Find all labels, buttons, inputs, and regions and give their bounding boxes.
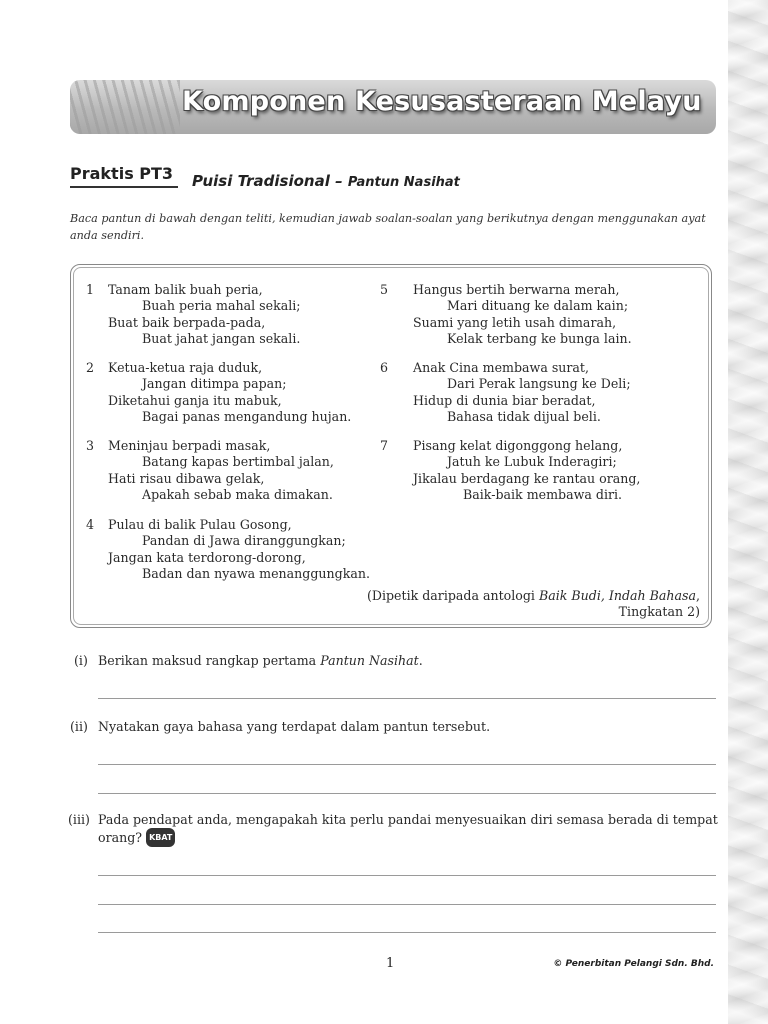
stanza-line: Apakah sebab maka dimakan. <box>142 487 333 503</box>
stanza-line: Jatuh ke Lubuk Inderagiri; <box>447 454 617 470</box>
source-suffix: , <box>695 588 700 603</box>
stanza-number: 2 <box>86 360 95 375</box>
copyright-notice: © Penerbitan Pelangi Sdn. Bhd. <box>553 959 714 969</box>
stanza-line: Suami yang letih usah dimarah, <box>413 314 617 330</box>
stanza-line: Anak Cina membawa surat, <box>413 360 589 375</box>
praktis-label: Praktis PT3 <box>70 164 174 183</box>
stanza-number: 4 <box>86 517 95 532</box>
stanza-number: 5 <box>380 282 389 297</box>
instruction-text: Baca pantun di bawah dengan teliti, kemudian jawab soalan-soalan yang berikutnya dengan menggunakan ayat anda sendiri. <box>70 212 706 242</box>
stanza-line: Mari dituang ke dalam kain; <box>447 298 629 314</box>
stanza-number: 7 <box>380 438 389 453</box>
question-text-end: . <box>418 653 423 668</box>
banner-title: Komponen Kesusasteraan Melayu <box>182 86 702 117</box>
stanza-line: Baik-baik membawa diri. <box>463 487 623 503</box>
praktis-underline <box>70 186 178 188</box>
question-number: (iii) <box>68 812 90 827</box>
source-line2: Tingkatan 2) <box>618 604 700 620</box>
kbat-badge: KBAT <box>146 828 175 847</box>
stanza-line: Kelak terbang ke bunga lain. <box>447 331 632 347</box>
stanza-line: Jikalau berdagang ke rantau orang, <box>413 470 641 486</box>
stanza-line: Hangus bertih berwarna merah, <box>413 282 620 297</box>
answer-line-6[interactable] <box>98 932 716 933</box>
stanza-line: Ketua-ketua raja duduk, <box>108 360 263 375</box>
stanza-number: 1 <box>86 282 95 297</box>
stanza-line: Batang kapas bertimbal jalan, <box>142 454 334 470</box>
stanza-line: Pulau di balik Pulau Gosong, <box>108 517 292 532</box>
question-italic-text: Pantun Nasihat <box>320 653 419 668</box>
source-book-title: Baik Budi, Indah Bahasa <box>538 588 696 603</box>
stanza-line: Pandan di Jawa diranggungkan; <box>142 533 346 549</box>
answer-line-4[interactable] <box>98 875 716 876</box>
source-citation <box>367 588 700 621</box>
stanza-line: Buat baik berpada-pada, <box>108 314 266 330</box>
answer-line-1[interactable] <box>98 698 716 699</box>
section-title <box>192 172 460 190</box>
stanza-number: 6 <box>380 360 389 375</box>
stanza-line: Bahasa tidak dijual beli. <box>447 409 601 425</box>
question-text: Pada pendapat anda, mengapakah kita perlu pandai menyesuaikan diri semasa berada di tempat orang? <box>98 812 718 845</box>
decorative-side-strip <box>728 0 768 1024</box>
stanza-line: Diketahui ganja itu mabuk, <box>108 392 282 408</box>
stanza-line: Hati risau dibawa gelak, <box>108 470 265 486</box>
stanza-line: Jangan ditimpa papan; <box>142 376 287 392</box>
stanza-line: Hidup di dunia biar beradat, <box>413 392 596 408</box>
stanza-line: Jangan kata terdorong-dorong, <box>108 549 306 565</box>
stanza-line: Meninjau berpadi masak, <box>108 438 271 453</box>
answer-line-5[interactable] <box>98 904 716 905</box>
question-text: Berikan maksud rangkap pertama <box>98 653 321 668</box>
page-number: 1 <box>386 956 395 971</box>
question-number: (ii) <box>70 719 88 734</box>
title-banner <box>70 80 716 134</box>
answer-line-2[interactable] <box>98 764 716 765</box>
stanza-line: Pisang kelat digonggong helang, <box>413 438 623 453</box>
question-text: Nyatakan gaya bahasa yang terdapat dalam pantun tersebut. <box>98 719 491 734</box>
question-number: (i) <box>74 653 88 668</box>
stanza-number: 3 <box>86 438 95 453</box>
stanza-line: Tanam balik buah peria, <box>108 282 263 297</box>
section-subtitle: Pantun Nasihat <box>347 175 460 190</box>
stanza-line: Buat jahat jangan sekali. <box>142 331 301 347</box>
source-prefix: (Dipetik daripada antologi <box>366 588 539 603</box>
banner-stripes <box>70 80 180 134</box>
stanza-line: Dari Perak langsung ke Deli; <box>447 376 631 392</box>
section-title-main: Puisi Tradisional – <box>192 172 343 190</box>
answer-line-3[interactable] <box>98 793 716 794</box>
stanza-line: Bagai panas mengandung hujan. <box>142 409 352 425</box>
stanza-line: Buah peria mahal sekali; <box>142 298 301 314</box>
stanza-line: Badan dan nyawa menanggungkan. <box>142 566 370 582</box>
